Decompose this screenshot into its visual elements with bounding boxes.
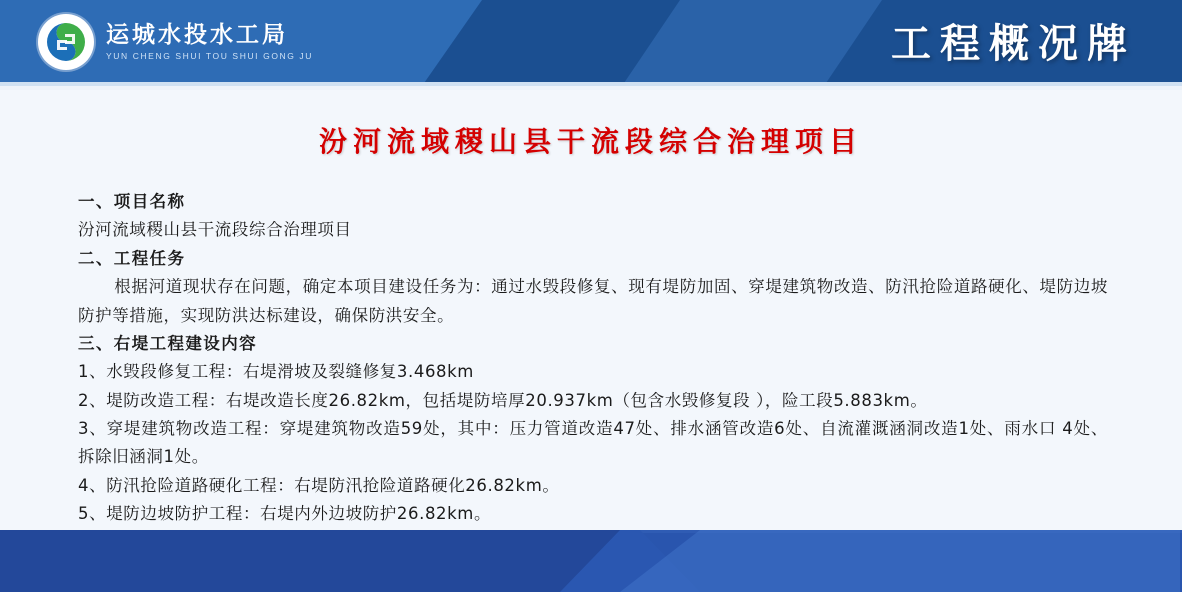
list-item-2-embankment-renovation: 2、堤防改造工程：右堤改造长度26.82km，包括堤防培厚20.937km（包含水毁修复段 ），险工段5.883km。 bbox=[78, 390, 928, 410]
section-heading-construction: 三、右堤工程建设内容 bbox=[78, 333, 257, 353]
organization-name-block bbox=[106, 21, 313, 62]
list-item-1-flood-damage-repair: 1、水毁段修复工程：右堤滑坡及裂缝修复3.468km bbox=[78, 362, 474, 382]
section-heading-project-name: 一、项目名称 bbox=[78, 192, 186, 211]
list-item-5-slope-protection: 5、堤防边坡防护工程：右堤内外边坡防护26.82km。 bbox=[78, 504, 492, 524]
board-footer bbox=[0, 530, 1182, 592]
project-description bbox=[78, 188, 1108, 529]
organization-name-en: YUN CHENG SHUI TOU SHUI GONG JU bbox=[106, 50, 314, 61]
list-item-3-structure-renovation: 3、穿堤建筑物改造工程：穿堤建筑物改造59处，其中：压力管道改造47处、排水涵管改造6处、自流灌溉涵洞改造1处、雨水口 4处、拆除旧涵洞1处。 bbox=[78, 419, 1108, 467]
footer-wedge-right bbox=[620, 530, 1180, 592]
list-item-4-road-hardening: 4、防汛抢险道路硬化工程：右堤防汛抢险道路硬化26.82km。 bbox=[78, 475, 560, 495]
organization-name-cn: 运城水投水工局 bbox=[106, 21, 288, 48]
section-text-project-name: 汾河流域稷山县干流段综合治理项目 bbox=[78, 220, 352, 240]
section-text-project-task: 根据河道现状存在问题，确定本项目建设任务为：通过水毁段修复、现有堤防加固、穿堤建筑物改造、防汛抢险道路硬化、堤防边坡防护等措施，实现防洪达标建设，确保防洪安全。 bbox=[78, 277, 1108, 325]
section-heading-project-task: 二、工程任务 bbox=[78, 248, 186, 268]
board-title: 工程概况牌 bbox=[891, 20, 1136, 67]
board-content bbox=[0, 90, 1182, 530]
project-title: 汾河流域稷山县干流段综合治理项目 bbox=[318, 125, 863, 158]
organization-logo-block bbox=[38, 14, 313, 70]
board-header bbox=[0, 0, 1182, 86]
water-swirl-logo-icon bbox=[38, 14, 94, 70]
header-bottom-stripe bbox=[0, 82, 1182, 86]
